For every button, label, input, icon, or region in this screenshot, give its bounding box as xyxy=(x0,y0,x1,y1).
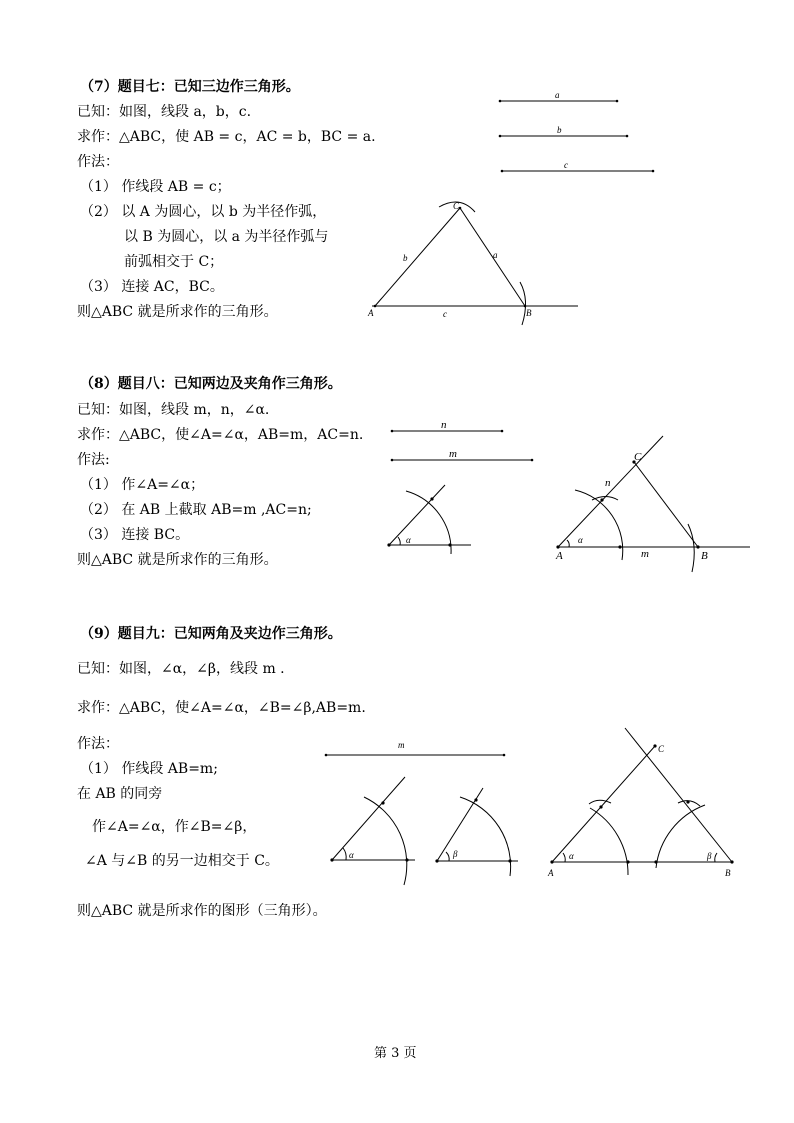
s8-step-2: （2） 在 AB 上截取 AB=m ,AC=n; xyxy=(80,502,312,518)
s8-arc-b xyxy=(688,524,694,572)
s9-step-1: （1） 作线段 AB=m; xyxy=(80,761,218,777)
s9-alpha-arc xyxy=(364,797,407,885)
s7-vertex-c: C xyxy=(453,201,460,211)
s9-side-bc xyxy=(625,728,732,862)
s8-heading: （8）题目八：已知两边及夹角作三角形。 xyxy=(80,376,342,392)
s7-construct: 求作：△ABC，使 AB = c，AC = b，BC = a. xyxy=(77,129,376,145)
s9-vertex-b: B xyxy=(725,868,731,878)
s8-alpha-ray2 xyxy=(389,485,445,545)
s9-label-alpha: α xyxy=(349,850,354,860)
page-number: 第 3 页 xyxy=(374,1046,417,1061)
s8-step-3: （3） 连接 BC。 xyxy=(80,527,190,543)
s9-arc-a xyxy=(590,808,628,875)
s9-heading: （9）题目九：已知两角及夹边作三角形。 xyxy=(80,626,342,642)
s7-side-label-b: b xyxy=(403,253,408,263)
s7-given: 已知：如图，线段 a，b，c. xyxy=(77,104,252,120)
s7-step-1: （1） 作线段 AB = c； xyxy=(80,179,231,195)
s9-vertex-c: C xyxy=(658,744,665,754)
s7-side-ac xyxy=(375,208,460,306)
s9-b-mark xyxy=(715,853,717,862)
s8-ray-ac xyxy=(558,436,663,547)
s7-side-label-a: a xyxy=(493,250,498,260)
s8-label-m: m xyxy=(449,448,457,460)
s8-label-alpha: α xyxy=(406,535,411,545)
s9-conclusion: 则△ABC 就是所求作的图形（三角形）。 xyxy=(77,903,327,919)
s7-conclusion: 则△ABC 就是所求作的三角形。 xyxy=(77,304,278,320)
s9-given: 已知：如图，∠α，∠β，线段 m . xyxy=(77,661,285,677)
s9-alpha-ray2 xyxy=(332,777,405,860)
s7-label-a: a xyxy=(555,90,560,100)
s7-side-label-c: c xyxy=(443,309,447,319)
s9-vertex-a: A xyxy=(548,868,554,878)
s8-construct: 求作：△ABC，使∠A=∠α，AB=m，AC=n. xyxy=(77,427,364,443)
s8-side-bc xyxy=(634,462,698,547)
s8-side-label-m: m xyxy=(641,548,649,560)
s9-alpha-mark xyxy=(343,848,346,860)
s7-label-b: b xyxy=(557,125,562,135)
s9-angle-label-beta: β xyxy=(707,851,712,861)
s9-method: 作法： xyxy=(77,736,119,752)
s9-step-1b: 在 AB 的同旁 xyxy=(77,786,163,802)
s7-vertex-a: A xyxy=(368,308,374,318)
s9-construct: 求作：△ABC，使∠A=∠α，∠B=∠β,AB=m. xyxy=(77,700,366,716)
s7-label-c: c xyxy=(564,160,568,170)
s9-side-ac xyxy=(552,746,655,862)
s8-vertex-b: B xyxy=(701,550,708,562)
s9-label-beta: β xyxy=(453,849,458,859)
s8-alpha-mark xyxy=(398,537,400,545)
s9-step-1d: ∠A 与∠B 的另一边相交于 C。 xyxy=(85,853,279,869)
s8-angle-label-alpha: α xyxy=(578,535,583,545)
s9-angle-label-alpha: α xyxy=(569,851,574,861)
s7-step-2c: 前弧相交于 C； xyxy=(124,254,224,270)
s8-step-1: （1） 作∠A=∠α； xyxy=(80,477,205,493)
s7-step-3: （3） 连接 AC，BC。 xyxy=(80,279,224,295)
points xyxy=(325,100,734,864)
s9-beta-mark xyxy=(446,852,449,861)
s9-arc-a-cross xyxy=(589,800,611,804)
s9-arc-b xyxy=(656,805,705,868)
s7-step-2b: 以 B 为圆心，以 a 为半径作弧与 xyxy=(124,229,329,245)
s8-conclusion: 则△ABC 就是所求作的三角形。 xyxy=(77,552,278,568)
s9-a-mark xyxy=(563,853,565,862)
s9-step-1c: 作∠A=∠α，作∠B=∠β， xyxy=(92,819,257,835)
s9-label-m: m xyxy=(398,740,405,750)
s8-given: 已知：如图，线段 m，n，∠α. xyxy=(77,402,270,418)
s7-vertex-b: B xyxy=(526,308,532,318)
s7-heading: （7）题目七：已知三边作三角形。 xyxy=(80,79,300,95)
s7-step-2: （2） 以 A 为圆心，以 b 为半径作弧， xyxy=(80,204,327,220)
s8-label-n: n xyxy=(441,419,447,431)
s8-side-label-n: n xyxy=(605,477,611,489)
s8-vertex-c: C xyxy=(634,451,642,463)
s8-vertex-a: A xyxy=(556,550,563,562)
s8-method: 作法: xyxy=(77,452,110,468)
s8-arc-a xyxy=(575,490,623,560)
s7-method: 作法： xyxy=(77,154,119,170)
s9-beta-arc xyxy=(460,797,511,876)
s8-a-mark xyxy=(567,540,569,547)
